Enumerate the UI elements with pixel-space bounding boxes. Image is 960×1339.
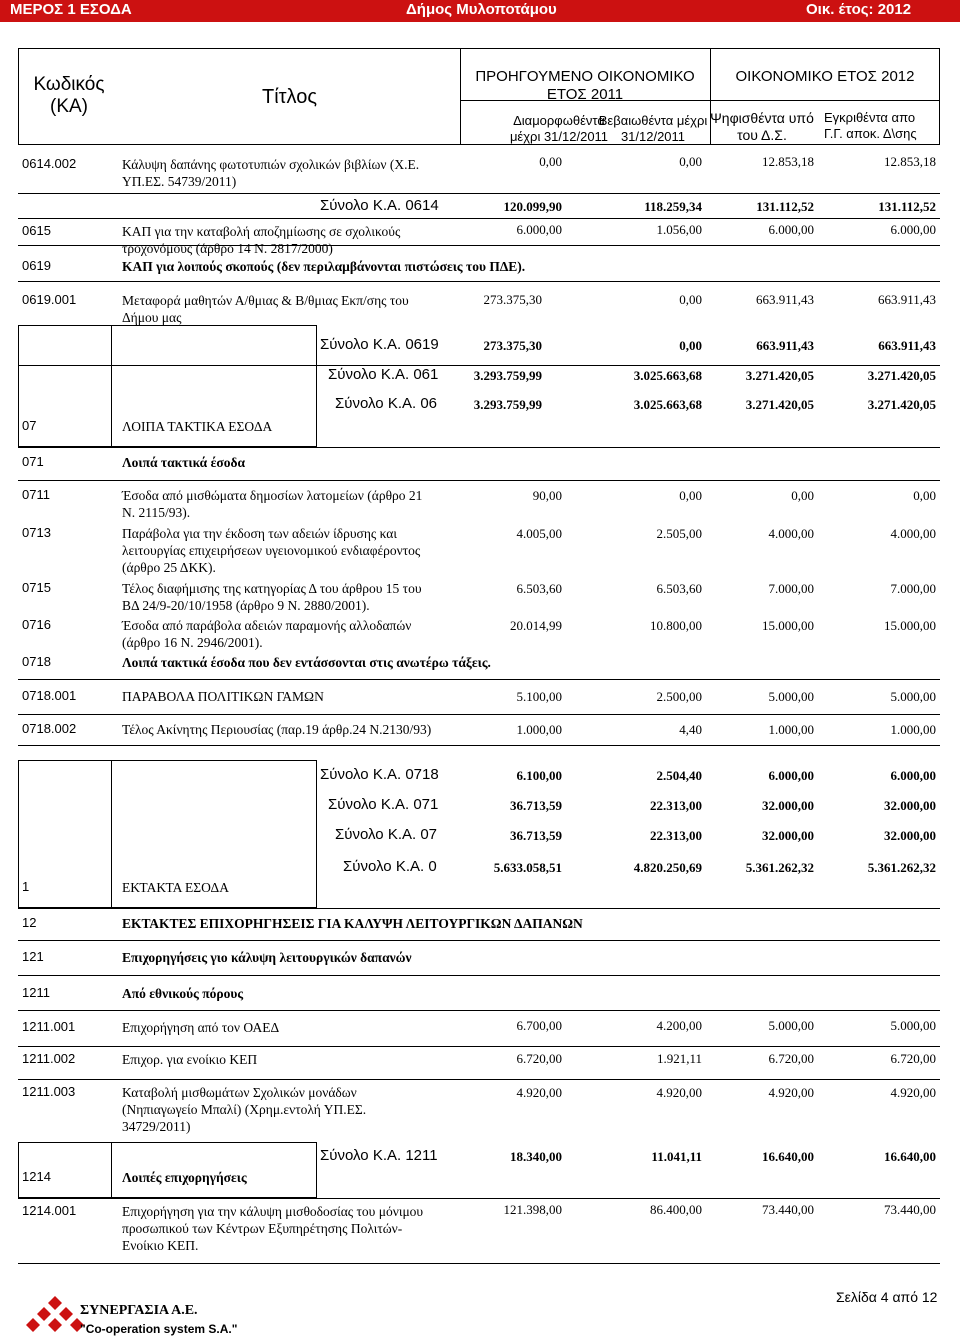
amount-cell: 121.398,00 [503,1202,562,1217]
amount-cell: 15.000,00 [884,618,936,633]
section-label: ΜΕΡΟΣ 1 ΕΣΟΔΑ [10,1,132,18]
amount-cell: 2.505,00 [656,526,702,541]
account-code: 0716 [22,617,51,632]
amount-cell: 73.440,00 [762,1202,814,1217]
amount-cell: 663.911,43 [755,292,814,307]
amount-cell: 18.340,00 [510,1149,562,1164]
subtotal-label: Σύνολο Κ.Α. 0 [343,858,437,875]
amount-cell: 131.112,52 [878,199,936,214]
amount-cell: 4.920,00 [890,1085,936,1100]
amount-cell: 273.375,30 [483,338,542,353]
account-code: 0619.001 [22,292,77,307]
amount-cell: 3.271.420,05 [867,397,936,412]
col-voted-header: Ψηφισθέντα υπό του Δ.Σ. [710,110,814,143]
account-code: 0619 [22,258,51,273]
amount-cell: 3.271.420,05 [745,397,814,412]
account-code: 0718 [22,654,51,669]
account-title-line: Μεταφορά μαθητών Α/θμιας & Β/θμιας Εκπ/σης του [122,293,409,308]
account-title-line: Παράβολα για την έκδοση των αδειών ίδρυσης και [122,526,398,541]
account-title-line: Ν. 2115/93). [122,505,191,520]
col-certified-header: Βεβαιωθέντα μέχρι 31/12/2011 [598,113,708,144]
amount-cell: 22.313,00 [650,798,702,813]
amount-cell: 4.005,00 [516,526,562,541]
amount-cell: 118.259,34 [644,199,702,214]
account-title-line: Έσοδα από μισθώματα δημοσίων λατομείων (άρθρο 21 [122,488,423,503]
amount-cell: 20.014,99 [510,618,562,633]
amount-cell: 5.100,00 [516,689,562,704]
col-amended-header: Διαμορφωθέντα μέχρι 31/12/2011 [509,113,609,144]
amount-cell: 11.041,11 [651,1149,702,1164]
amount-cell: 0,00 [679,488,702,503]
amount-cell: 3.293.759,99 [473,397,542,412]
account-title-line: Επιχορήγηση από τον ΟΑΕΔ [122,1020,280,1035]
account-code: 1214.001 [22,1203,77,1218]
account-code: 1211.002 [22,1051,76,1066]
account-title-line: (άρθρο 25 ΔΚΚ). [122,560,216,575]
amount-cell: 4.200,00 [656,1018,702,1033]
amount-cell: 663.911,43 [878,338,936,353]
account-title-line: Λοιπά τακτικά έσοδα [122,455,245,470]
amount-cell: 32.000,00 [762,828,814,843]
subtotal-label: Σύνολο Κ.Α. 06 [335,395,438,412]
account-code: 0615 [22,223,51,238]
amount-cell: 5.633.058,51 [493,860,562,875]
account-title-line: ΚΑΠ για την καταβολή αποζημίωσης σε σχολικούς [122,224,401,239]
company-name-en: "Co-operation system S.A." [80,1322,238,1336]
account-title-line: Τέλος Ακίνητης Περιουσίας (παρ.19 άρθρ.24 Ν.2130/93) [122,722,432,737]
amount-cell: 3.271.420,05 [867,368,936,383]
account-title-line: τροχονόμους (άρθρο 14 Ν. 2817/2000) [122,241,333,256]
municipality-label: Δήμος Μυλοποτάμου [406,1,557,18]
account-code: 121 [22,949,44,964]
account-title-line: (άρθρο 16 Ν. 2946/2001). [122,635,263,650]
amount-cell: 0,00 [679,292,702,307]
account-code: 0715 [22,580,51,595]
amount-cell: 5.000,00 [768,689,814,704]
amount-cell: 15.000,00 [762,618,814,633]
account-title-line: Από εθνικούς πόρους [122,986,244,1001]
company-name: ΣΥΝΕΡΓΑΣΙΑ Α.Ε. [80,1303,198,1318]
amount-cell: 10.800,00 [650,618,702,633]
amount-cell: 2.500,00 [656,689,702,704]
account-title-line: ΕΚΤΑΚΤΑ ΕΣΟΔΑ [122,880,229,895]
amount-cell: 1.921,11 [656,1051,702,1066]
account-title-line: ΕΚΤΑΚΤΕΣ ΕΠΙΧΟΡΗΓΗΣΕΙΣ ΓΙΑ ΚΑΛΥΨΗ ΛΕΙΤΟΥΡΓΙΚΩΝ ΔΑΠΑΝΩΝ [122,916,583,931]
account-code: 0614.002 [22,156,77,171]
amount-cell: 6.720,00 [516,1051,562,1066]
amount-cell: 4.000,00 [890,526,936,541]
amount-cell: 12.853,18 [884,154,936,169]
amount-cell: 32.000,00 [884,798,936,813]
amount-cell: 4.920,00 [768,1085,814,1100]
account-code: 1211 [22,985,50,1000]
account-code: 071 [22,454,44,469]
amount-cell: 663.911,43 [877,292,936,307]
amount-cell: 4.000,00 [768,526,814,541]
account-title-line: ΠΑΡΑΒΟΛΑ ΠΟΛΙΤΙΚΩΝ ΓΑΜΩΝ [122,689,324,704]
col-approved-header: Εγκριθέντα απο Γ.Γ. αποκ. Δ\σης [824,110,917,141]
amount-cell: 6.000,00 [768,768,814,783]
amount-cell: 7.000,00 [768,581,814,596]
amount-cell: 2.504,40 [656,768,702,783]
amount-cell: 16.640,00 [884,1149,936,1164]
amount-cell: 12.853,18 [762,154,814,169]
amount-cell: 1.000,00 [890,722,936,737]
account-title-line: ΚΑΠ για λοιπούς σκοπούς (δεν περιλαμβάνονται πιστώσεις του ΠΔΕ). [122,259,526,274]
account-code: 0713 [22,525,51,540]
fiscal-year-label: Οικ. έτος: 2012 [806,1,912,18]
amount-cell: 22.313,00 [650,828,702,843]
amount-cell: 663.911,43 [756,338,814,353]
amount-cell: 3.293.759,99 [473,368,542,383]
amount-cell: 32.000,00 [762,798,814,813]
amount-cell: 16.640,00 [762,1149,814,1164]
amount-cell: 1.000,00 [516,722,562,737]
amount-cell: 5.000,00 [890,689,936,704]
account-title-line: Επιχορ. για ενοίκιο ΚΕΠ [122,1052,258,1067]
account-title-line: Ενοίκιο ΚΕΠ. [122,1238,199,1253]
amount-cell: 4,40 [679,722,702,737]
code-header: Κωδικός (ΚΑ) [33,74,105,117]
amount-cell: 73.440,00 [884,1202,936,1217]
subtotal-label: Σύνολο Κ.Α. 061 [328,366,439,383]
amount-cell: 4.920,00 [516,1085,562,1100]
account-title-line: Επιχορηγήσεις γιο κάλυψη λειτουργικών δαπανών [122,950,412,965]
amount-cell: 5.361.262,32 [867,860,936,875]
amount-cell: 36.713,59 [510,798,562,813]
amount-cell: 86.400,00 [650,1202,702,1217]
page-number: Σελίδα 4 από 12 [836,1289,938,1305]
account-title-line: ΒΔ 24/9-20/10/1958 (άρθρο 9 Ν. 2880/2001). [122,598,370,613]
account-title-line: (Νηπιαγωγείο Μπαλί) (Χρημ.εντολή ΥΠ.ΕΣ. [122,1102,367,1117]
account-title-line: Λοιπά τακτικά έσοδα που δεν εντάσσονται στις ανωτέρω τάξεις. [122,655,491,670]
account-code: 1211.003 [22,1084,76,1099]
account-title-line: Καταβολή μισθωμάτων Σχολικών μονάδων [122,1085,357,1100]
amount-cell: 90,00 [532,488,562,503]
amount-cell: 6.100,00 [516,768,562,783]
amount-cell: 3.271.420,05 [745,368,814,383]
amount-cell: 1.056,00 [656,222,702,237]
amount-cell: 0,00 [913,488,936,503]
amount-cell: 6.700,00 [516,1018,562,1033]
amount-cell: 6.000,00 [768,222,814,237]
amount-cell: 36.713,59 [510,828,562,843]
amount-cell: 4.820.250,69 [633,860,702,875]
account-code: 07 [22,418,37,433]
cur-year-header: ΟΙΚΟΝΟΜΙΚΟ ΕΤΟΣ 2012 [735,68,915,85]
title-header: Τίτλος [262,86,318,108]
account-title-line: Λοιπές επιχορηγήσεις [122,1170,247,1185]
amount-cell: 5.000,00 [768,1018,814,1033]
account-title-line: ΛΟΙΠΑ ΤΑΚΤΙΚΑ ΕΣΟΔΑ [122,419,273,434]
amount-cell: 5.361.262,32 [745,860,814,875]
amount-cell: 3.025.663,68 [633,397,702,412]
amount-cell: 6.503,60 [516,581,562,596]
subtotal-label: Σύνολο Κ.Α. 07 [335,826,438,843]
account-title-line: Κάλυψη δαπάνης φωτοτυπιών σχολικών βιβλίων (Χ.Ε. [122,157,420,172]
account-code: 1214 [22,1169,51,1184]
amount-cell: 0,00 [539,154,562,169]
account-title-line: Έσοδα από παράβολα αδειών παραμονής αλλοδαπών [122,618,412,633]
account-title-line: 34729/2011) [122,1119,191,1134]
amount-cell: 131.112,52 [756,199,814,214]
account-title-line: Δήμου μας [122,310,182,325]
amount-cell: 273.375,30 [483,292,542,307]
prev-year-header: ΠΡΟΗΓΟΥΜΕΝΟ ΟΙΚΟΝΟΜΙΚΟ ΕΤΟΣ 2011 [475,68,695,103]
account-code: 0718.001 [22,688,77,703]
amount-cell: 6.000,00 [890,768,936,783]
amount-cell: 6.503,60 [656,581,702,596]
amount-cell: 0,00 [679,154,702,169]
amount-cell: 5.000,00 [890,1018,936,1033]
amount-cell: 6.000,00 [516,222,562,237]
subtotal-label: Σύνολο Κ.Α. 0718 [320,766,439,783]
account-code: 1211.001 [22,1019,76,1034]
amount-cell: 0,00 [679,338,702,353]
top-bar [0,0,960,22]
account-title-line: ΥΠ.ΕΣ. 54739/2011) [122,174,237,189]
account-title-line: προσωπικού των Κέντρων Εξυπηρέτησης Πολιτών- [122,1221,403,1236]
account-code: 0718.002 [22,721,77,736]
amount-cell: 6.720,00 [890,1051,936,1066]
subtotal-label: Σύνολο Κ.Α. 071 [328,796,439,813]
subtotal-label: Σύνολο Κ.Α. 0614 [320,197,439,214]
account-code: 12 [22,915,37,930]
amount-cell: 3.025.663,68 [633,368,702,383]
account-title-line: Τέλος διαφήμισης της κατηγορίας Δ του άρθρου 15 του [122,581,422,596]
account-title-line: λειτουργίας επιχειρήσεων υγειονομικού ενδιαφέροντος [122,543,421,558]
company-logo-icon [22,1294,88,1334]
account-code: 1 [22,879,30,894]
amount-cell: 6.720,00 [768,1051,814,1066]
amount-cell: 1.000,00 [768,722,814,737]
subtotal-label: Σύνολο Κ.Α. 0619 [320,336,439,353]
amount-cell: 6.000,00 [890,222,936,237]
amount-cell: 7.000,00 [890,581,936,596]
account-code: 0711 [22,487,50,502]
amount-cell: 120.099,90 [503,199,562,214]
amount-cell: 32.000,00 [884,828,936,843]
subtotal-label: Σύνολο Κ.Α. 1211 [320,1147,438,1164]
account-title-line: Επιχορήγηση για την κάλυψη μισθοδοσίας του μόνιμου [122,1204,424,1219]
amount-cell: 0,00 [791,488,814,503]
amount-cell: 4.920,00 [656,1085,702,1100]
